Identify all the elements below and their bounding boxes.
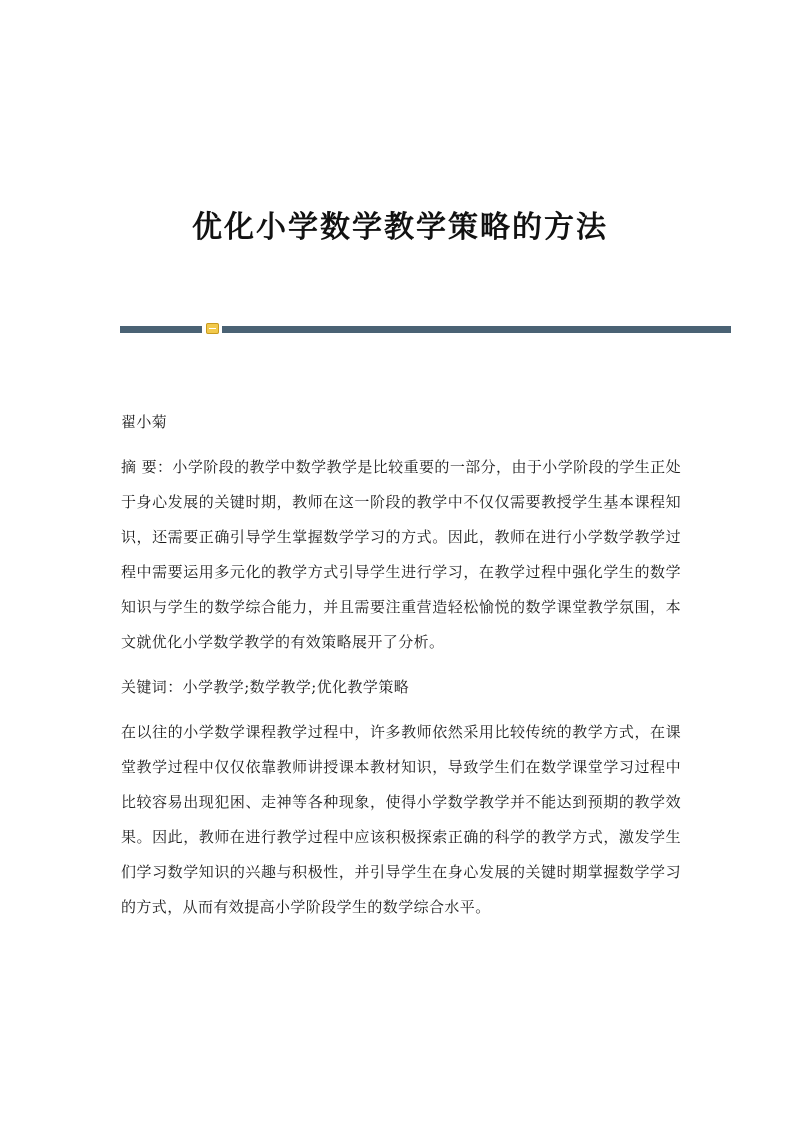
title-divider	[120, 326, 731, 333]
keywords-paragraph	[121, 670, 681, 705]
divider-emblem-icon	[206, 323, 219, 334]
abstract-paragraph	[121, 450, 681, 660]
keywords-text: 小学教学;数学教学;优化教学策略	[182, 678, 410, 696]
document-title: 优化小学数学教学策略的方法	[192, 210, 608, 246]
divider-left-segment	[120, 326, 202, 333]
body-paragraph: 在以往的小学数学课程教学过程中，许多教师依然采用比较传统的教学方式，在课堂教学过程中仅仅依靠教师讲授课本教材知识，导致学生们在数学课堂学习过程中比较容易出现犯困、走神等各种现象，使得小学数学教学并不能达到预期的教学效果。因此，教师在进行教学过程中应该积极探索正确的科学的教学方式，激发学生们学习数学知识的兴趣与积极性，并引导学生在身心发展的关键时期掌握数学学习的方式，从而有效提高小学阶段学生的数学综合水平。	[121, 723, 681, 916]
abstract-text: 小学阶段的教学中数学教学是比较重要的一部分，由于小学阶段的学生正处于身心发展的关键时期，教师在这一阶段的教学中不仅仅需要教授学生基本课程知识，还需要正确引导学生掌握数学学习的方式。因此，教师在进行小学数学教学过程中需要运用多元化的教学方式引导学生进行学习，在教学过程中强化学生的数学知识与学生的数学综合能力，并且需要注重营造轻松愉悦的数学课堂教学氛围，本文就优化小学数学教学的有效策略展开了分析。	[121, 458, 681, 651]
author-name: 翟小菊	[121, 413, 168, 431]
divider-right-segment	[222, 326, 731, 333]
abstract-label: 摘 要：	[121, 458, 173, 476]
document-body	[121, 405, 681, 935]
keywords-label: 关键词：	[121, 678, 183, 696]
